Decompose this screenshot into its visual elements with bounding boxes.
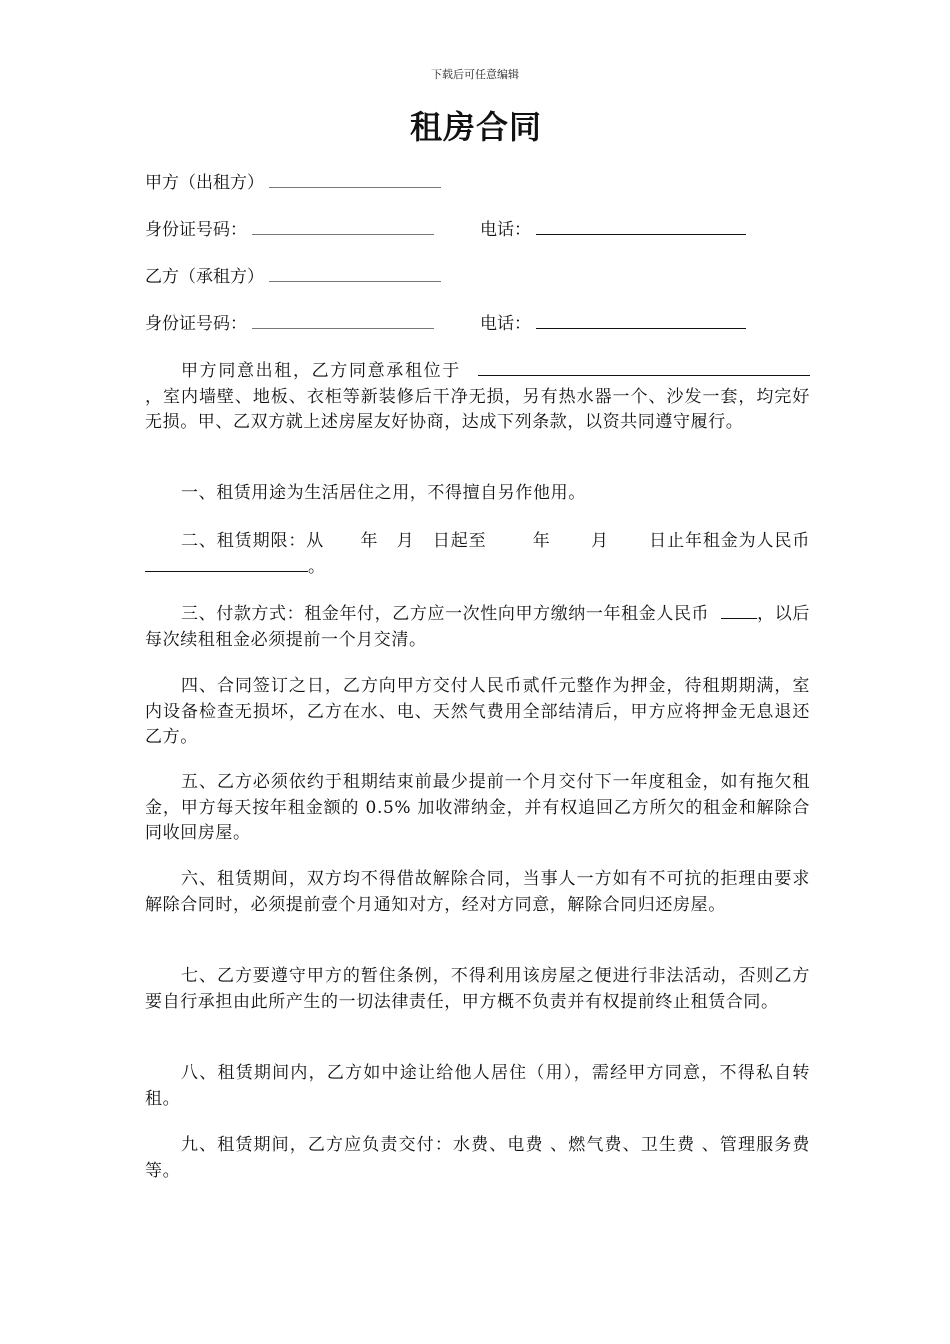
clause-2-from: 二、租赁期限：从 — [181, 531, 325, 551]
intro-text-1: 甲方同意出租，乙方同意承租位于 — [181, 361, 461, 381]
party-b-id-line — [145, 312, 434, 336]
clause-2-rmb: 人民币 — [756, 531, 810, 551]
clause-2-month-2: 月 — [590, 531, 609, 551]
party-b-id-label: 身份证号码： — [145, 314, 247, 334]
party-b-line — [145, 265, 441, 289]
clause-6: 六、租赁期间，双方均不得借故解除合同，当事人一方如有不可抗的拒理由要求解除合同时，必须提前壹个月通知对方，经对方同意，解除合同归还房屋。 — [145, 869, 810, 915]
party-a-label: 甲方（出租方） — [145, 173, 264, 193]
address-blank[interactable] — [478, 359, 810, 376]
clause-5: 五、乙方必须依约于租期结束前最少提前一个月交付下一年度租金，如有拖欠租金，甲方每天按年租金额的 0.5% 加收滞纳金，并有权追回乙方所欠的租金和解除合同收回房屋。 — [145, 772, 810, 843]
clause-2-month-1: 月 — [396, 531, 415, 551]
party-a-phone-blank[interactable] — [536, 218, 746, 235]
clause-2-day-1: 日起至 — [432, 531, 487, 551]
intro-paragraph — [145, 359, 810, 436]
party-a-phone-line — [480, 218, 746, 242]
clause-2 — [145, 529, 810, 580]
annual-rent-blank[interactable] — [145, 555, 308, 572]
first-payment-blank[interactable] — [721, 602, 757, 619]
clause-9: 九、租赁期间，乙方应负责交付：水费、电费 、燃气费、卫生费 、管理服务费等。 — [145, 1135, 810, 1181]
party-a-line — [145, 171, 441, 195]
document-title: 租房合同 — [409, 108, 542, 146]
clause-2-year-2: 年 — [532, 531, 551, 551]
clause-3 — [145, 602, 810, 653]
clause-7: 七、乙方要遵守甲方的暂住条例，不得利用该房屋之便进行非法活动，否则乙方要自行承担由此所产生的一切法律责任，甲方概不负责并有权提前终止租赁合同。 — [145, 966, 810, 1012]
party-b-label: 乙方（承租方） — [145, 267, 264, 287]
party-a-id-line — [145, 218, 434, 242]
party-b-id-blank[interactable] — [252, 312, 434, 329]
party-a-phone-label: 电话： — [480, 220, 531, 240]
clause-3-text-1: 三、付款方式：租金年付，乙方应一次性向甲方缴纳一年租金人民币 — [181, 604, 710, 624]
party-a-id-blank[interactable] — [252, 218, 434, 235]
clause-1: 一、租赁用途为生活居住之用，不得擅自另作他用。 — [181, 483, 586, 503]
clause-2-year-1: 年 — [360, 531, 379, 551]
clause-3-text-2: ，以后每次续租租金必须提前一个月交清。 — [145, 604, 810, 650]
intro-text-2: 室内墙壁、地板、衣柜等新装修后干净无损，另有热水器一个、沙发一套，均完好无损。甲、乙双方就上述房屋友好协商，达成下列条款，以资共同遵守履行。 — [145, 386, 810, 432]
header-note: 下载后可任意编辑 — [431, 68, 519, 81]
party-a-name-blank[interactable] — [269, 171, 441, 188]
clause-4: 四、合同签订之日，乙方向甲方交付人民币贰仟元整作为押金，待租期期满，室内设备检查无损坏，乙方在水、电、天然气费用全部结清后，甲方应将押金无息退还乙方。 — [145, 676, 810, 747]
clause-2-end: 。 — [308, 556, 326, 577]
clause-8: 八、租赁期间内，乙方如中途让给他人居住（用），需经甲方同意，不得私自转租。 — [145, 1063, 810, 1109]
intro-comma: ， — [145, 386, 163, 407]
party-b-phone-line — [480, 312, 746, 336]
party-b-phone-blank[interactable] — [536, 312, 746, 329]
party-b-name-blank[interactable] — [269, 265, 441, 282]
party-a-id-label: 身份证号码： — [145, 220, 247, 240]
clause-2-day-2: 日止年租金为 — [648, 531, 757, 551]
party-b-phone-label: 电话： — [480, 314, 531, 334]
